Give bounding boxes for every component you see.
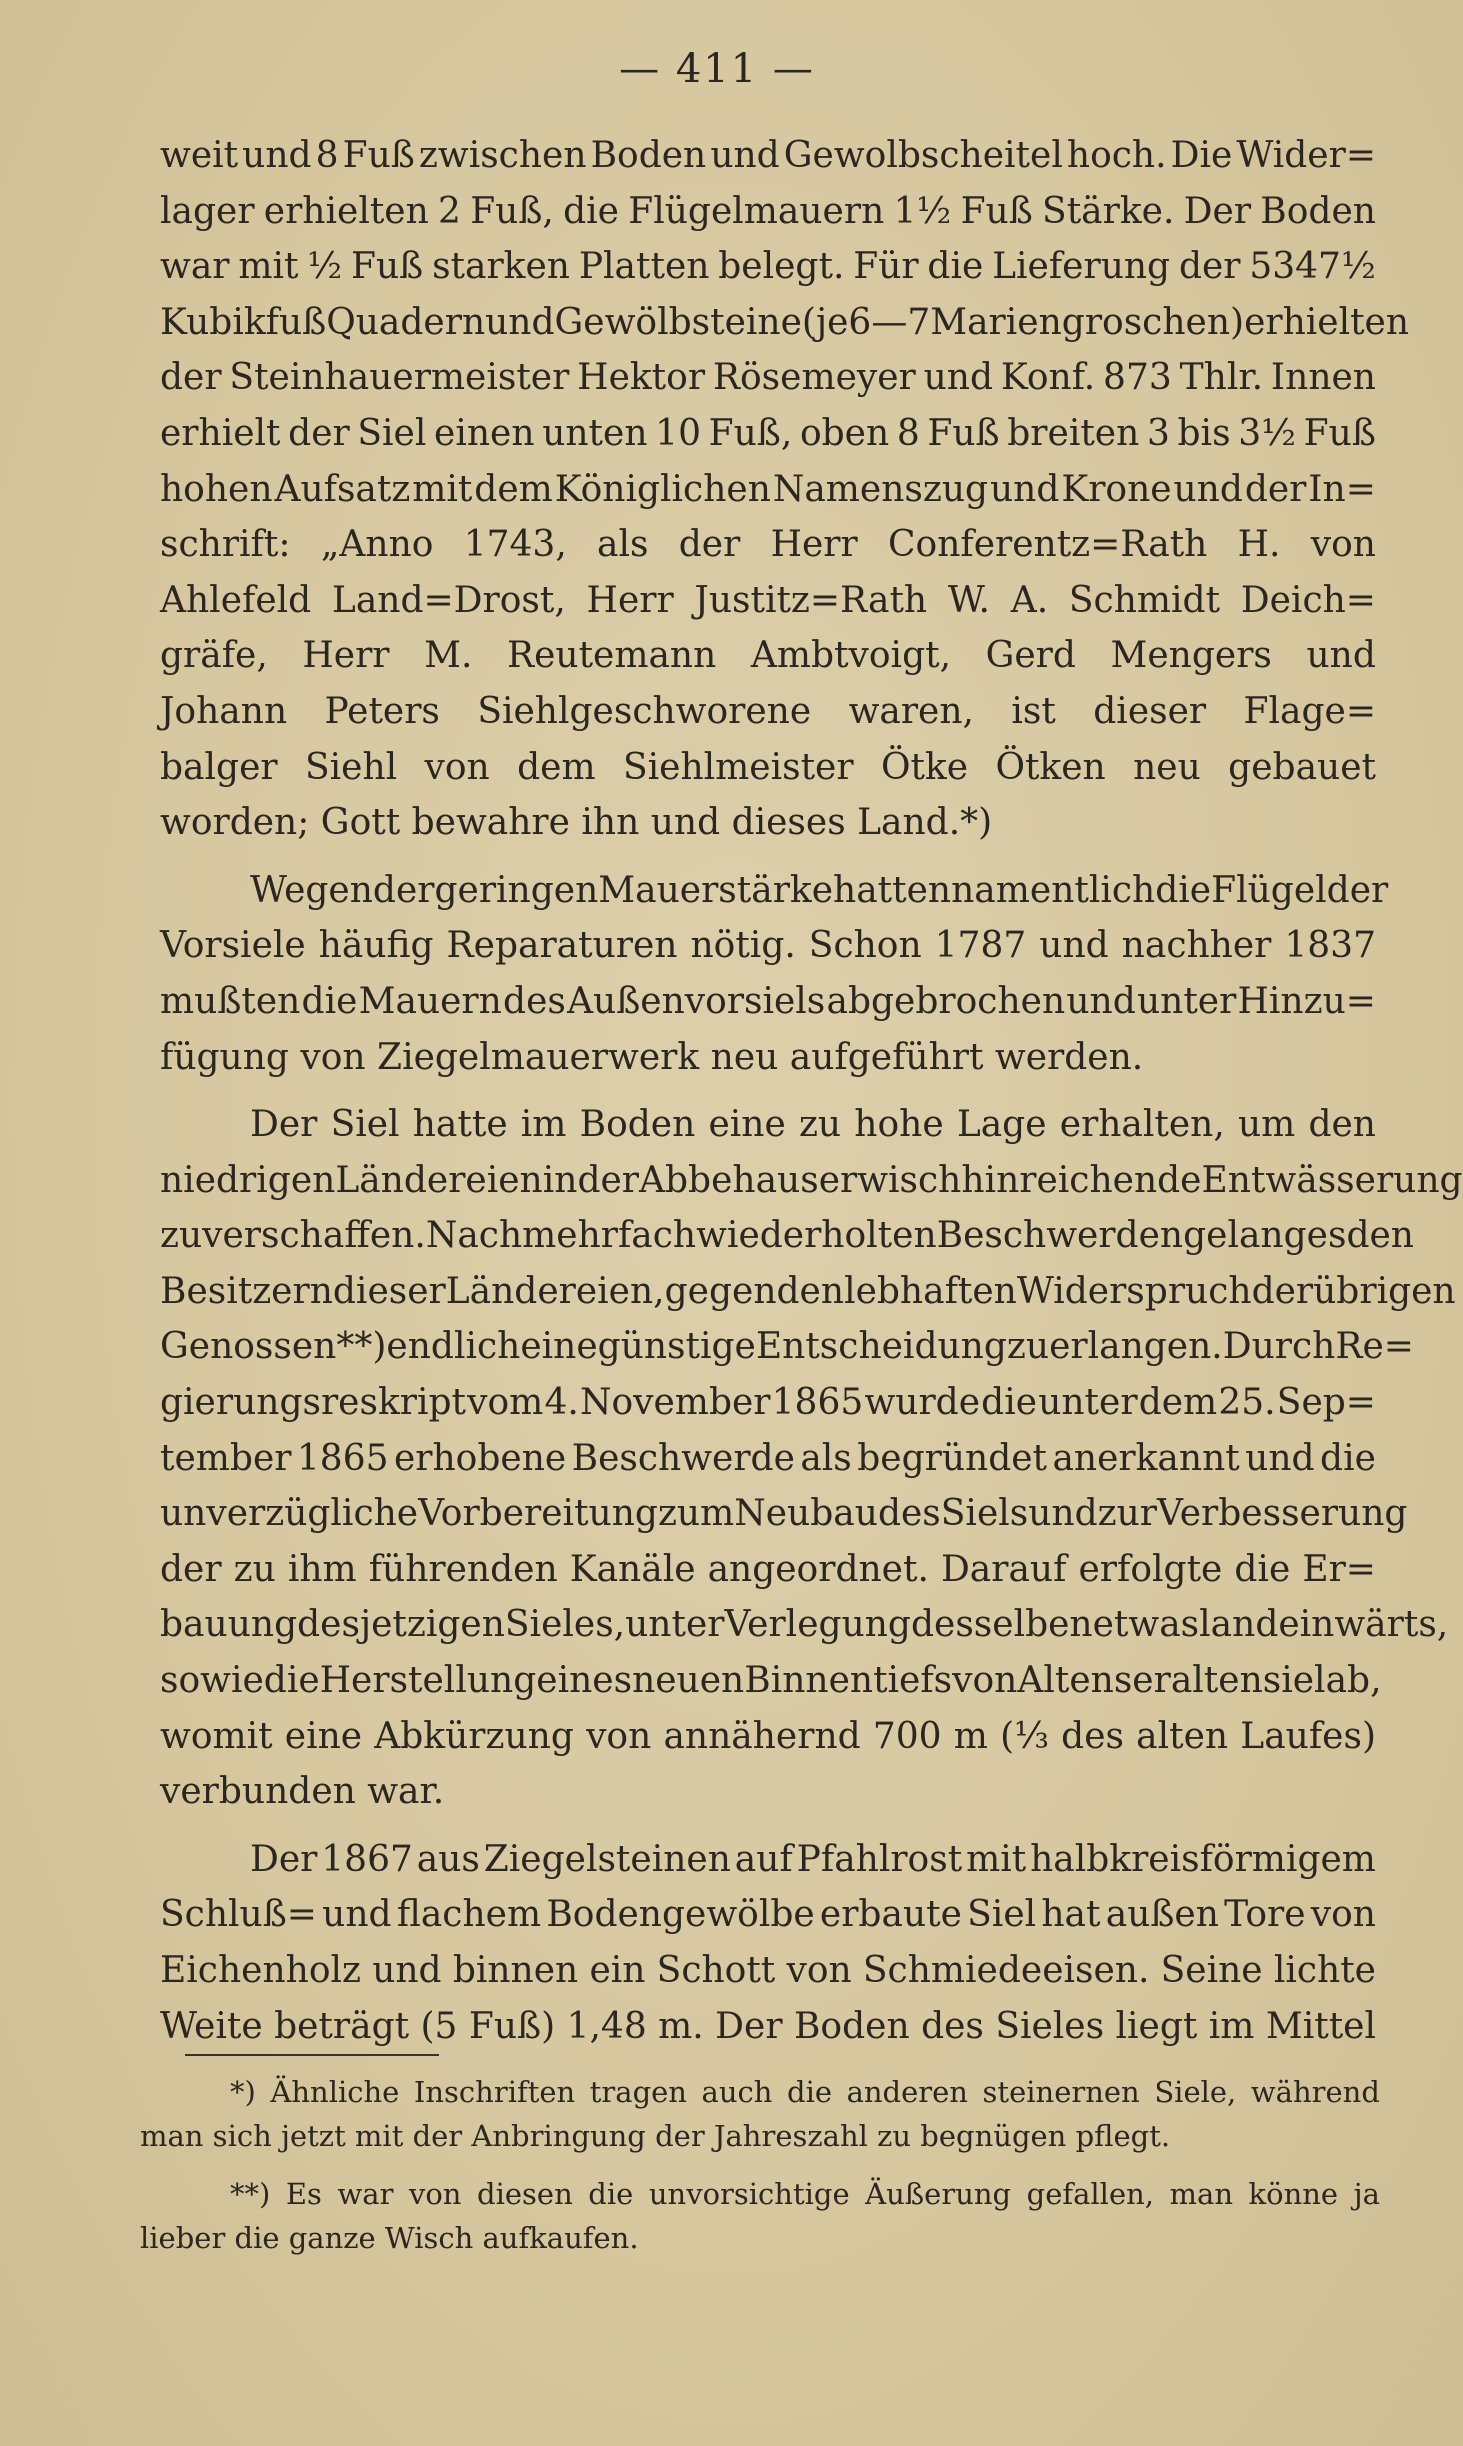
text-line: tember 1865 erhobene Beschwerde als begründet anerkannt und die <box>160 1437 1376 1479</box>
text-line: Johann Peters Siehlgeschworene waren, ist dieser Flage= <box>160 690 1376 732</box>
text-line: der zu ihm führenden Kanäle angeordnet. Darauf erfolgte die Er= <box>160 1548 1376 1590</box>
text-line: gräfe, Herr M. Reutemann Ambtvoigt, Gerd Mengers und <box>160 635 1376 677</box>
text-line: Ahlefeld Land=Drost, Herr Justitz=Rath W. A. Schmidt Deich= <box>160 579 1376 621</box>
text-line: war mit ½ Fuß starken Platten belegt. Für die Lieferung der 5347½ <box>160 246 1376 288</box>
text-line: Der Siel hatte im Boden eine zu hohe Lage erhalten, um den <box>250 1104 1376 1146</box>
paragraph <box>160 1097 1463 1820</box>
paragraph <box>160 128 1410 851</box>
text-line: niedrigen Ländereien in der Abbehauserwisch hinreichende Entwässerung <box>160 1159 1463 1201</box>
text-line: verbunden war. <box>160 1771 445 1813</box>
text-line: Genossen**) endlich eine günstige Entscheidung zu erlangen. Durch Re= <box>160 1326 1414 1368</box>
text-line: Schluß= und flachem Bodengewölbe erbaute Siel hat außen Tore von <box>160 1894 1376 1936</box>
text-line: hohen Aufsatz mit dem Königlichen Namenszug und Krone und der In= <box>160 468 1376 510</box>
text-line: bauung des jetzigen Sieles, unter Verlegung desselben etwas landeinwärts, <box>160 1604 1449 1646</box>
footnote <box>140 2070 1380 2158</box>
text-line: womit eine Abkürzung von annähernd 700 m (⅓ des alten Laufes) <box>160 1715 1376 1757</box>
page-number: — 411 — <box>619 46 815 92</box>
footnote-line: man sich jetzt mit der Anbringung der Jahreszahl zu begnügen pflegt. <box>140 2119 1171 2153</box>
text-line: balger Siehl von dem Siehlmeister Ötke Ötken neu gebauet <box>160 746 1376 788</box>
footnote-separator <box>185 2054 439 2056</box>
text-line: gierungsreskript vom 4. November 1865 wurde die unter dem 25. Sep= <box>160 1382 1376 1424</box>
text-line: lager erhielten 2 Fuß, die Flügelmauern 1½ Fuß Stärke. Der Boden <box>160 190 1376 232</box>
text-line: mußten die Mauern des Außenvorsiels abgebrochen und unter Hinzu= <box>160 980 1376 1022</box>
text-line: Eichenholz und binnen ein Schott von Schmiedeeisen. Seine lichte <box>160 1950 1376 1991</box>
footnote-line: **) Es war von diesen die unvorsichtige Äußerung gefallen, man könne ja <box>230 2177 1380 2211</box>
text-line: Wegen der geringen Mauerstärke hatten namentlich die Flügel der <box>250 869 1389 911</box>
text-line: worden; Gott bewahre ihn und dieses Land.*) <box>160 802 993 844</box>
text-line: Weite beträgt (5 Fuß) 1,48 m. Der Boden des Sieles liegt im Mittel <box>160 2005 1376 2047</box>
footnote <box>140 2172 1380 2260</box>
body-text <box>160 128 1463 2054</box>
text-line: weit und 8 Fuß zwischen Boden und Gewolbscheitel hoch. Die Wider= <box>160 135 1376 176</box>
text-line: schrift: „Anno 1743, als der Herr Conferentz=Rath H. von <box>160 524 1376 566</box>
text-line: zu verschaffen. Nach mehrfach wiederholten Beschwerden gelang es den <box>160 1215 1414 1257</box>
text-line: unverzügliche Vorbereitung zum Neubau des Siels und zur Verbesserung <box>160 1493 1408 1535</box>
text-line: fügung von Ziegelmauerwerk neu aufgeführt werden. <box>160 1036 1144 1078</box>
text-line: Kubikfuß Quadern und Gewölbsteine (je 6—7 Mariengroschen) erhielten <box>160 301 1410 343</box>
footnote-line: *) Ähnliche Inschriften tragen auch die anderen steinernen Siele, während <box>230 2075 1380 2109</box>
text-line: Besitzern dieser Ländereien, gegen den lebhaften Widerspruch der übrigen <box>160 1270 1456 1312</box>
text-line: erhielt der Siel einen unten 10 Fuß, oben 8 Fuß breiten 3 bis 3½ Fuß <box>160 412 1376 454</box>
text-line: sowie die Herstellung eines neuen Binnentiefs von Altenseraltensiel ab, <box>160 1660 1382 1702</box>
paragraph <box>160 1832 1376 2054</box>
footnote-line: lieber die ganze Wisch aufkaufen. <box>140 2221 639 2255</box>
text-line: Der 1867 aus Ziegelsteinen auf Pfahlrost mit halbkreisförmigem <box>250 1838 1376 1880</box>
paragraph <box>160 863 1389 1085</box>
footnotes <box>140 2070 1380 2260</box>
text-line: Vorsiele häufig Reparaturen nötig. Schon 1787 und nachher 1837 <box>160 925 1376 967</box>
text-line: der Steinhauermeister Hektor Rösemeyer und Konf. 873 Thlr. Innen <box>160 357 1376 399</box>
